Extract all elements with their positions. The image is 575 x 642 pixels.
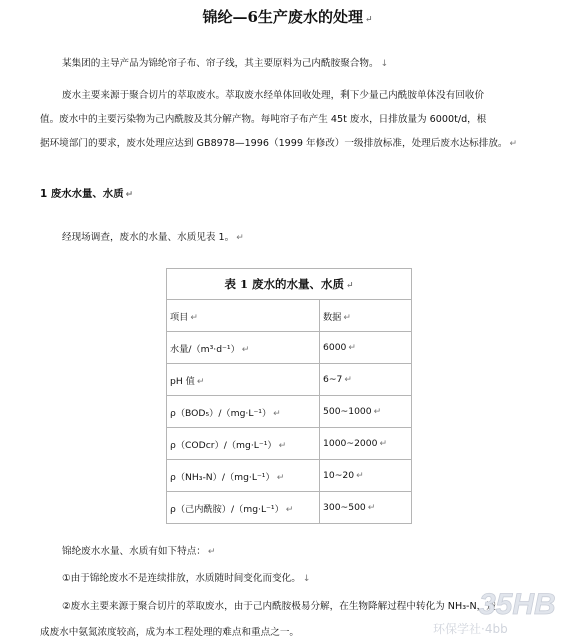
table-cell: 500~1000 ↵ (320, 396, 412, 428)
paragraph-features-intro: 锦纶废水水量、水质有如下特点： ↵ (62, 546, 216, 557)
paragraph-mark-icon: ↵ (236, 233, 244, 243)
table-header-cell: 项目 ↵ (167, 300, 320, 332)
paragraph-source-line2: 值。废水中的主要污染物为己内酰胺及其分解产物。每吨帘子布产生 45t 废水，日排放量为 6000t/d，根 (40, 114, 487, 125)
water-quality-table (166, 268, 412, 524)
title-text: 锦纶—6生产废水的处理 (202, 8, 363, 26)
paragraph-intro-text: 某集团的主导产品为锦纶帘子布、帘子线，其主要原料为己内酰胺聚合物。 (62, 58, 379, 69)
paragraph-mark-icon: ↵ (364, 15, 373, 25)
paragraph-source-line3: 据环境部门的要求，废水处理应达到 GB8978—1996（1999 年修改）一级排放标准，处理后废水达标排放。 ↵ (40, 138, 518, 149)
paragraph-mark-icon: ↵ (509, 139, 518, 149)
paragraph-intro (62, 58, 388, 70)
table-row (167, 396, 412, 428)
paragraph-source-line1: 废水主要来源于聚合切片的萃取废水。萃取废水经单体回收处理，剩下少量己内酰胺单体没有回收价 (62, 90, 485, 101)
paragraph-feature-2-line1: ②废水主要来源于聚合切片的萃取废水，由于己内酰胺极易分解，在生物降解过程中转化为 NH₃-N，造 (62, 601, 496, 612)
table-row (167, 364, 412, 396)
paragraph-feature-1: ①由于锦纶废水不是连续排放，水质随时间变化而变化。 ↓ (62, 573, 311, 584)
table-cell: 水量/（m³·d⁻¹） ↵ (167, 332, 320, 364)
paragraph-mark-icon: ↓ (302, 574, 311, 584)
table-cell: 10~20 ↵ (320, 460, 412, 492)
table-cell: 300~500 ↵ (320, 492, 412, 524)
paragraph-mark-icon: ↵ (345, 281, 354, 291)
paragraph-mark-icon: ↵ (207, 547, 216, 557)
table-cell: ρ（NH₃-N）/（mg·L⁻¹） ↵ (167, 460, 320, 492)
table-header-row (167, 300, 412, 332)
document-title (0, 6, 575, 27)
table-cell: 1000~2000 ↵ (320, 428, 412, 460)
paragraph-survey: 经现场调查，废水的水量、水质见表 1。 ↵ (62, 232, 244, 243)
watermark-site-text: 环保学社·4bb (433, 622, 508, 636)
table-cell: pH 值 ↵ (167, 364, 320, 396)
table-caption: 表 1 废水的水量、水质 ↵ (167, 269, 412, 300)
table-cell: 6000 ↵ (320, 332, 412, 364)
paragraph-feature-2-line2: 成废水中氨氮浓度较高，成为本工程处理的难点和重点之一。 (40, 627, 300, 638)
table-row (167, 460, 412, 492)
table-cell: ρ（BOD₅）/（mg·L⁻¹） ↵ (167, 396, 320, 428)
table-caption-row (167, 269, 412, 300)
table-cell: ρ（己内酰胺）/（mg·L⁻¹） ↵ (167, 492, 320, 524)
table-row (167, 332, 412, 364)
paragraph-mark-icon: ↓ (380, 59, 389, 69)
table-cell: ρ（CODcr）/（mg·L⁻¹） ↵ (167, 428, 320, 460)
table-cell: 6~7 ↵ (320, 364, 412, 396)
table-row (167, 428, 412, 460)
table-row (167, 492, 412, 524)
table-header-cell: 数据 ↵ (320, 300, 412, 332)
site-watermark-logo (401, 578, 571, 638)
paragraph-mark-icon: ↵ (125, 190, 134, 200)
watermark-logo-text: 35HB (479, 588, 556, 621)
section-heading-1: 1 废水水量、水质 ↵ (40, 188, 134, 200)
